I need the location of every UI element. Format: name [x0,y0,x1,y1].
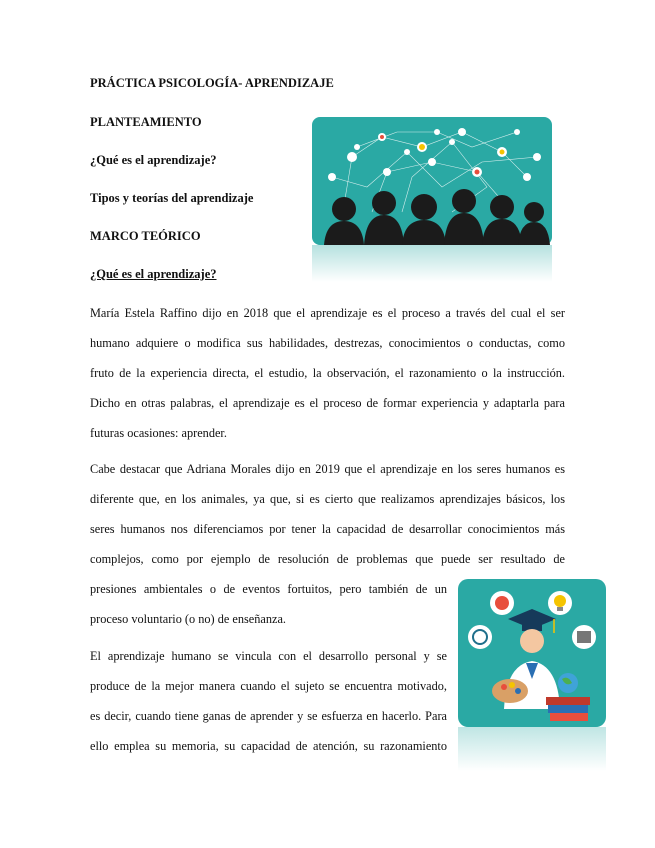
paragraph1-line: María Estela Raffino dijo en 2018 que el aprendizaje es el proceso a través del cual el ser [90,306,565,320]
graduate-student-illustration [458,579,606,771]
paragraph2-line: diferente que, en los animales, ya que, si es cierto que realizamos aprendizajes básicos, los [90,492,565,506]
paragraph2-line: Cabe destacar que Adriana Morales dijo en 2019 que el aprendizaje en los seres humanos es [90,462,565,476]
paragraph2-line: proceso voluntario (o no) de enseñanza. [90,612,286,626]
paragraph3-line: es decir, cuando tiene ganas de aprender y se esfuerza en hacerlo. Para [90,709,447,723]
paragraph1-line: Dicho en otras palabras, el aprendizaje es el proceso de formar experiencia y adaptarla para [90,396,565,410]
subheading-que-es-aprendizaje: ¿Qué es el aprendizaje? [90,267,217,281]
learning-network-illustration [312,117,552,282]
heading-tipos-teorias: Tipos y teorías del aprendizaje [90,191,254,205]
heading-marco-teorico: MARCO TEÓRICO [90,229,201,243]
paragraph3-line: ello emplea su memoria, su capacidad de atención, su razonamiento [90,739,447,753]
paragraph2-line: complejos, como por ejemplo de resolución de problemas que puede ser resultado de [90,552,565,566]
paragraph3-line: produce de la mejor manera cuando el sujeto se encuentra motivado, [90,679,447,693]
heading-que-es-aprendizaje: ¿Qué es el aprendizaje? [90,153,217,167]
document-title: PRÁCTICA PSICOLOGÍA- APRENDIZAJE [90,76,334,90]
paragraph1-line: futuras ocasiones: aprender. [90,426,227,440]
paragraph1-line: fruto de la experiencia directa, el estudio, la observación, el razonamiento o la instrucción. [90,366,565,380]
paragraph2-line: seres humanos nos diferenciamos por tener la capacidad de desarrollar conocimientos más [90,522,565,536]
heading-planteamiento: PLANTEAMIENTO [90,115,202,129]
paragraph3-line: El aprendizaje humano se vincula con el desarrollo personal y se [90,649,447,663]
paragraph1-line: humano adquiere o modifica sus habilidades, destrezas, conocimientos o conductas, como [90,336,565,350]
paragraph2-line: presiones ambientales o de eventos fortuitos, pero también de un [90,582,447,596]
